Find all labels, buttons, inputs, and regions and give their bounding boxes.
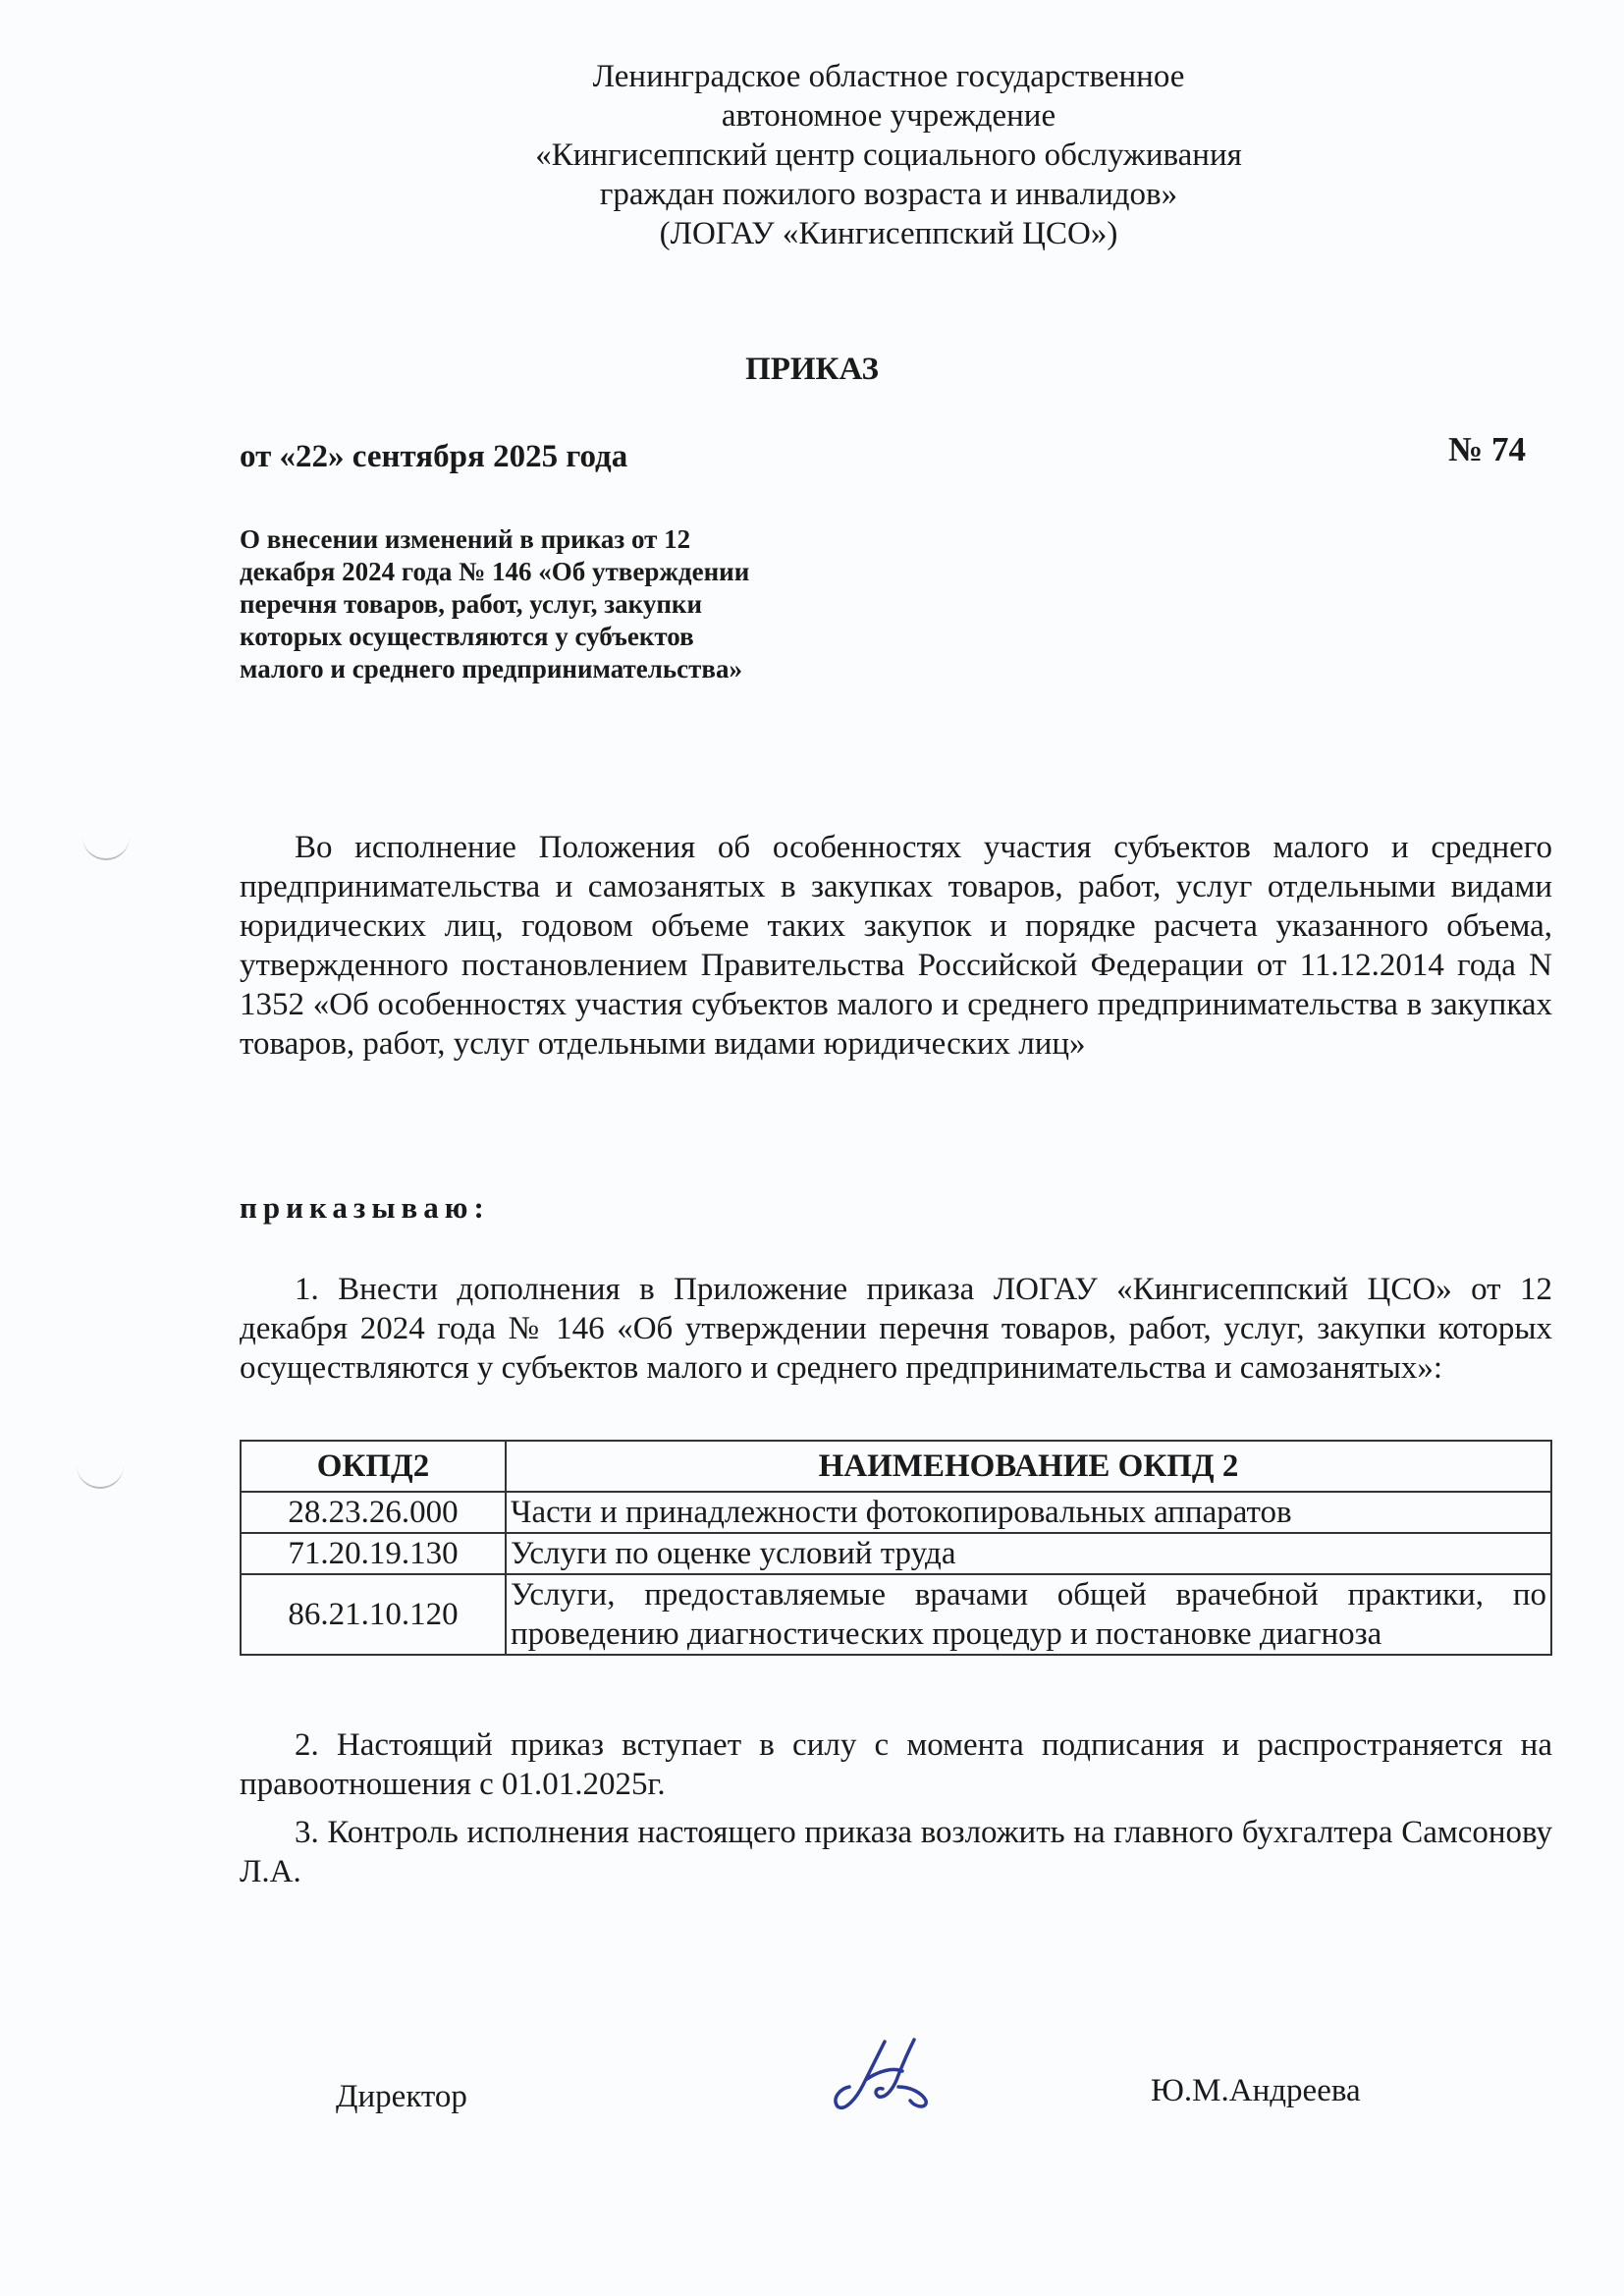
header-line: «Кингисеппский центр социального обслуживания (535, 137, 1242, 173)
column-header-name: НАИМЕНОВАНИЕ ОКПД 2 (506, 1441, 1551, 1492)
header-line: граждан пожилого возраста и инвалидов» (599, 177, 1178, 212)
okpd-name: Части и принадлежности фотокопировальных аппаратов (506, 1492, 1551, 1533)
header-line: автономное учреждение (721, 98, 1056, 134)
signatory-role: Директор (336, 2079, 467, 2114)
order-directive-word: приказываю: (240, 1190, 490, 1225)
order-item-1: 1. Внести дополнения в Приложение приказа ЛОГАУ «Кингисеппский ЦСО» от 12 декабря 2024 года № 146 «Об утверждении перечня товаров, работ, услуг, закупки которых осуществляются у субъектов малого и среднего предпринимательства и самозанятых»: (240, 1272, 1552, 1386)
table-header-row (241, 1441, 1551, 1492)
handwritten-signature-icon (820, 2028, 947, 2116)
document-title: ПРИКАЗ (745, 352, 879, 387)
column-header-code: ОКПД2 (241, 1441, 506, 1492)
okpd-code: 28.23.26.000 (241, 1492, 506, 1533)
order-date: от «22» сентября 2025 года (240, 439, 628, 474)
order-subject: О внесении изменений в приказ от 12 декабря 2024 года № 146 «Об утверждении перечня товаров, работ, услуг, закупки которых осуществляются у субъектов малого и среднего предпринимательства» (240, 524, 750, 683)
punch-hole-mark (77, 1463, 124, 1489)
organization-header (393, 57, 1384, 253)
table-row (241, 1492, 1551, 1533)
signatory-name: Ю.М.Андреева (1151, 2073, 1361, 2108)
okpd-name: Услуги, предоставляемые врачами общей врачебной практики, по проведению диагностических процедур и постановке диагноза (506, 1574, 1551, 1655)
okpd-code: 86.21.10.120 (241, 1574, 506, 1655)
punch-hole-mark (82, 835, 130, 860)
header-line: Ленинградское областное государственное (592, 59, 1185, 94)
order-item-3: 3. Контроль исполнения настоящего приказа возложить на главного бухгалтера Самсонову Л.А. (240, 1815, 1552, 1889)
header-line: (ЛОГАУ «Кингисеппский ЦСО») (659, 216, 1118, 251)
intro-paragraph: Во исполнение Положения об особенностях участия субъектов малого и среднего предпринимательства и самозанятых в закупках товаров, работ, услуг отдельными видами юридических лиц, годовом объеме таких закупок и порядке расчета указанного объема, утвержденного постановлением Правительства Российской Федерации от 11.12.2014 года N 1352 «Об особенностях участия субъектов малого и среднего предпринимательства в закупках товаров, работ, услуг отдельными видами юридических лиц» (240, 830, 1552, 1062)
table-row (241, 1533, 1551, 1574)
okpd-code: 71.20.19.130 (241, 1533, 506, 1574)
order-item-2: 2. Настоящий приказ вступает в силу с момента подписания и распространяется на правоотношения с 01.01.2025г. (240, 1727, 1552, 1802)
okpd-name: Услуги по оценке условий труда (506, 1533, 1551, 1574)
order-number: № 74 (1448, 430, 1526, 468)
table-row (241, 1574, 1551, 1655)
okpd-table (240, 1440, 1552, 1656)
